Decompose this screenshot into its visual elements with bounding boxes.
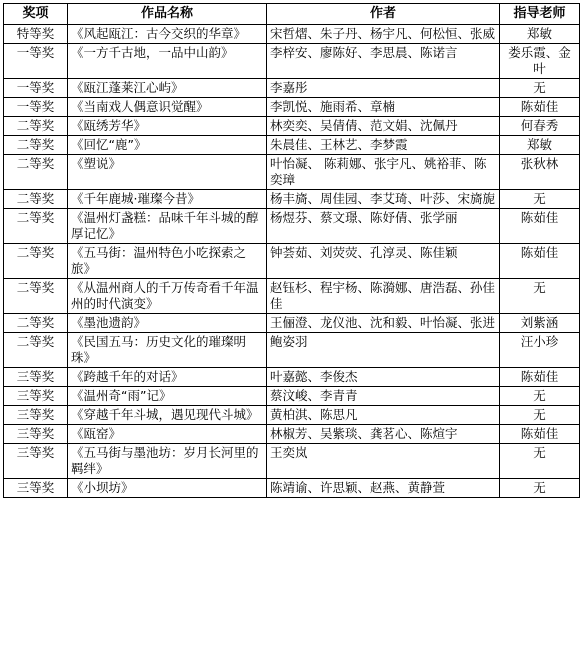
teacher-cell: 郑敏 bbox=[500, 136, 580, 155]
work-title-cell: 《温州灯盏糕：品味千年斗城的醇厚记忆》 bbox=[68, 209, 267, 244]
teacher-cell: 郑敏 bbox=[500, 25, 580, 44]
table-row bbox=[4, 117, 580, 136]
table-row bbox=[4, 244, 580, 279]
authors-cell: 杨丰旖、周佳园、李艾琦、叶莎、宋旖旎 bbox=[267, 190, 500, 209]
award-cell: 二等奖 bbox=[4, 117, 68, 136]
work-title-cell: 《瓯江蓬莱江心屿》 bbox=[68, 79, 267, 98]
table-row bbox=[4, 209, 580, 244]
work-title-cell: 《塑说》 bbox=[68, 155, 267, 190]
teacher-cell: 无 bbox=[500, 279, 580, 314]
award-cell: 三等奖 bbox=[4, 479, 68, 498]
work-title-cell: 《跨越千年的对话》 bbox=[68, 368, 267, 387]
award-cell: 二等奖 bbox=[4, 209, 68, 244]
teacher-cell: 陈茹佳 bbox=[500, 368, 580, 387]
authors-cell: 赵钰杉、程宇杨、陈漪娜、唐浩磊、孙佳佳 bbox=[267, 279, 500, 314]
table-row bbox=[4, 136, 580, 155]
award-cell: 二等奖 bbox=[4, 333, 68, 368]
authors-cell: 陈靖谕、许思颖、赵燕、黄静萱 bbox=[267, 479, 500, 498]
header-title: 作品名称 bbox=[68, 4, 267, 25]
authors-cell: 钟荟茹、刘荧荧、孔淳灵、陈佳颖 bbox=[267, 244, 500, 279]
authors-cell: 李凯悦、施雨希、章楠 bbox=[267, 98, 500, 117]
header-row bbox=[4, 4, 580, 25]
work-title-cell: 《瓯窑》 bbox=[68, 425, 267, 444]
teacher-cell: 张秋林 bbox=[500, 155, 580, 190]
award-cell: 二等奖 bbox=[4, 279, 68, 314]
work-title-cell: 《墨池遗韵》 bbox=[68, 314, 267, 333]
table-row bbox=[4, 25, 580, 44]
header-teacher: 指导老师 bbox=[500, 4, 580, 25]
award-cell: 特等奖 bbox=[4, 25, 68, 44]
table-body bbox=[4, 25, 580, 498]
teacher-cell: 陈茹佳 bbox=[500, 98, 580, 117]
table-row bbox=[4, 368, 580, 387]
work-title-cell: 《千年鹿城·璀璨今昔》 bbox=[68, 190, 267, 209]
teacher-cell: 何春秀 bbox=[500, 117, 580, 136]
authors-cell: 李梓安、廖陈好、李思晨、陈诺言 bbox=[267, 44, 500, 79]
teacher-cell: 无 bbox=[500, 406, 580, 425]
work-title-cell: 《瓯绣芳华》 bbox=[68, 117, 267, 136]
teacher-cell: 陈茹佳 bbox=[500, 425, 580, 444]
teacher-cell: 无 bbox=[500, 444, 580, 479]
authors-cell: 叶怡凝、 陈莉娜、张宇凡、姚裕菲、陈奕璋 bbox=[267, 155, 500, 190]
table-row bbox=[4, 79, 580, 98]
authors-cell: 蔡汶峻、李青青 bbox=[267, 387, 500, 406]
work-title-cell: 《从温州商人的千万传奇看千年温州的时代演变》 bbox=[68, 279, 267, 314]
work-title-cell: 《穿越千年斗城，遇见现代斗城》 bbox=[68, 406, 267, 425]
authors-cell: 黄柏淇、陈思凡 bbox=[267, 406, 500, 425]
work-title-cell: 《小坝坊》 bbox=[68, 479, 267, 498]
teacher-cell: 刘紫涵 bbox=[500, 314, 580, 333]
authors-cell: 王俪澄、龙仪池、沈和毅、叶怡凝、张进 bbox=[267, 314, 500, 333]
work-title-cell: 《五马街与墨池坊：岁月长河里的羁绊》 bbox=[68, 444, 267, 479]
work-title-cell: 《民国五马：历史文化的璀璨明珠》 bbox=[68, 333, 267, 368]
authors-cell: 林奕奕、吴倩倩、范文娟、沈佩丹 bbox=[267, 117, 500, 136]
awards-table bbox=[3, 3, 580, 498]
authors-cell: 王奕岚 bbox=[267, 444, 500, 479]
teacher-cell: 汪小珍 bbox=[500, 333, 580, 368]
award-cell: 三等奖 bbox=[4, 444, 68, 479]
award-cell: 三等奖 bbox=[4, 368, 68, 387]
teacher-cell: 无 bbox=[500, 190, 580, 209]
table-row bbox=[4, 190, 580, 209]
authors-cell: 鲍姿羽 bbox=[267, 333, 500, 368]
authors-cell: 叶嘉懿、李俊杰 bbox=[267, 368, 500, 387]
teacher-cell: 娄乐霞、金叶 bbox=[500, 44, 580, 79]
table-row bbox=[4, 333, 580, 368]
teacher-cell: 陈茹佳 bbox=[500, 209, 580, 244]
table-row bbox=[4, 155, 580, 190]
award-cell: 三等奖 bbox=[4, 406, 68, 425]
award-cell: 二等奖 bbox=[4, 190, 68, 209]
award-cell: 一等奖 bbox=[4, 79, 68, 98]
teacher-cell: 无 bbox=[500, 479, 580, 498]
award-cell: 一等奖 bbox=[4, 98, 68, 117]
table-row bbox=[4, 444, 580, 479]
award-cell: 三等奖 bbox=[4, 387, 68, 406]
award-cell: 三等奖 bbox=[4, 425, 68, 444]
table-row bbox=[4, 387, 580, 406]
teacher-cell: 陈茹佳 bbox=[500, 244, 580, 279]
authors-cell: 杨煜芬、蔡文璟、陈妤倩、张学丽 bbox=[267, 209, 500, 244]
award-cell: 二等奖 bbox=[4, 155, 68, 190]
award-cell: 一等奖 bbox=[4, 44, 68, 79]
authors-cell: 宋哲熠、朱子丹、杨宇凡、何松恒、张威 bbox=[267, 25, 500, 44]
header-authors: 作者 bbox=[267, 4, 500, 25]
authors-cell: 李嘉彤 bbox=[267, 79, 500, 98]
table-row bbox=[4, 406, 580, 425]
teacher-cell: 无 bbox=[500, 387, 580, 406]
work-title-cell: 《五马街：温州特色小吃探索之旅》 bbox=[68, 244, 267, 279]
table-row bbox=[4, 314, 580, 333]
work-title-cell: 《回忆“鹿”》 bbox=[68, 136, 267, 155]
award-cell: 二等奖 bbox=[4, 314, 68, 333]
table-row bbox=[4, 44, 580, 79]
table-row bbox=[4, 425, 580, 444]
header-award: 奖项 bbox=[4, 4, 68, 25]
table-header bbox=[4, 4, 580, 25]
table-row bbox=[4, 279, 580, 314]
award-cell: 二等奖 bbox=[4, 244, 68, 279]
work-title-cell: 《一方千古地，一品中山韵》 bbox=[68, 44, 267, 79]
work-title-cell: 《当南戏人偶意识觉醒》 bbox=[68, 98, 267, 117]
work-title-cell: 《温州奇“雨”记》 bbox=[68, 387, 267, 406]
table-row bbox=[4, 479, 580, 498]
teacher-cell: 无 bbox=[500, 79, 580, 98]
authors-cell: 林椒芳、吴紫琰、龚茗心、陈煊宇 bbox=[267, 425, 500, 444]
authors-cell: 朱晨佳、王林艺、李梦霞 bbox=[267, 136, 500, 155]
work-title-cell: 《风起瓯江：古今交织的华章》 bbox=[68, 25, 267, 44]
award-cell: 二等奖 bbox=[4, 136, 68, 155]
table-row bbox=[4, 98, 580, 117]
